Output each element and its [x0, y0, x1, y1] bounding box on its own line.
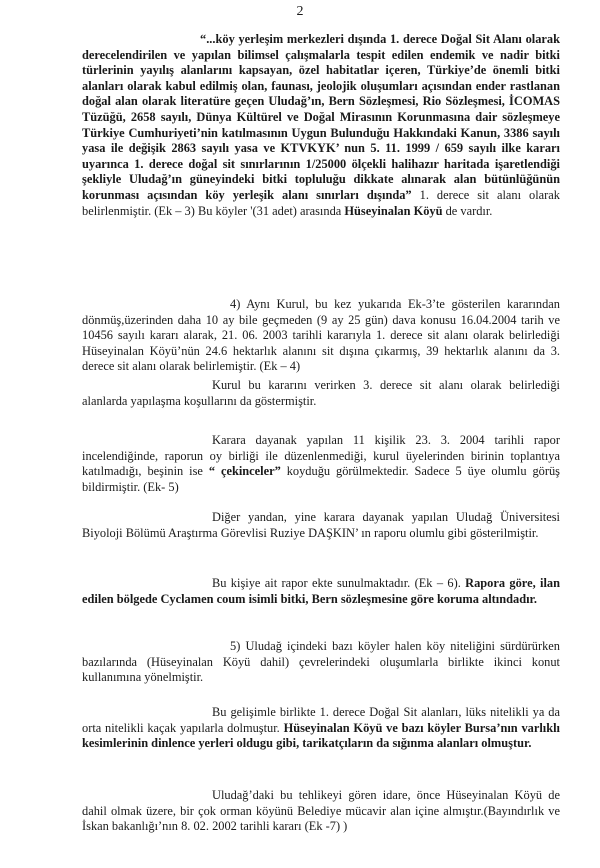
paragraph-universite: Diğer yandan, yine karara dayanak yapılan Uludağ Üniversitesi Biyoloji Bölümü Araştırma Görevlisi Ruziye DAŞKIN’ ın raporu olumlu gibi gösterilmiştir. — [82, 510, 560, 540]
gelisim-bold-text: Hüseyinalan Köyü ve bazı köyler Bursa’nın varlıklı kesimlerinin dinlence yerleri oldugu gibi, tarikatçıların da sığınma alanları olmuştur. — [82, 720, 560, 751]
gelisim-normal-text: Bu gelişimle birlikte 1. derece Doğal Sit alanları, lüks nitelikli ya da orta nitelikli kaçak yapılarla dolmuştur. — [82, 705, 560, 735]
ek6-normal-text: Bu kişiye ait rapor ekte sunulmaktadır. (Ek – 6). — [212, 576, 466, 590]
paragraph-rapor — [82, 433, 560, 495]
paragraph-kurul: Kurul bu kararını verirken 3. derece sit alanı olarak belirlediği alanlarda yapılaşma koşullarını da göstermiştir. — [82, 378, 560, 408]
quote-bold-village: Hüseyinalan Köyü — [344, 203, 443, 218]
paragraph-5: 5) Uludağ içindeki bazı köyler halen köy niteliğini sürdürürken bazılarında (Hüseyinalan Köyü dahil) çevrelerindeki oluşumlarla birlikte ikinci konut kullanımına yönelmiştir. — [82, 639, 560, 685]
quote-bold-text: “...köy yerleşim merkezleri dışında 1. derece Doğal Sit Alanı olarak derecelendirilen ve yapılan bilimsel çalışmalarla tespit edilen endemik ve nadir bitki türlerinin yayılış alanlarını kapsayan, özel habitatlar içeren, Türkiye’de önemli bitki alanları olarak kabul edilmiş olan, faunası, jeolojik oluşumları açısından ender rastlanan doğal alan olarak literatüre geçen Uludağ’ın, Bern Sözleşmesi, Rio Sözleşmesi, İCOMAS Tüzüğü, 2658 sayılı, Dünya Kültürel ve Doğal Mirasının Korunmasına dair sözleşmeye Türkiye Cumhuriyeti’nin katılmasının Uygun Bulunduğu Hakkındaki Kanun, 3386 sayılı yasa ile değişik 2863 sayılı yasa ve KTVKYK’ nun 5. 11. 1999 / 659 sayılı ilke kararı uyarınca 1. derece doğal sit sınırlarının 1/25000 ölçekli halihazır haritada işaretlendiği şekliyle Uludağ’ın güneyindeki bitki topluluğu dikkate alınarak alan bütünlüğünün korunması açısından köy yerleşik alanı sınırları dışında” — [82, 32, 560, 202]
rapor-text-before: Karara dayanak yapılan 11 kişilik 23. 3. 2004 tarihli rapor incelendiğinde, raporun oy birliği ile düzenlenmediği, kurul üyelerinden birinin toplantıya katılmadığı, beşinin ise — [82, 433, 560, 479]
paragraph-quote — [82, 32, 560, 219]
quote-tail-text: de vardır. — [442, 203, 493, 218]
rapor-text-after: koyduğu görülmektedir. Sadece 5 üye olumlu görüş bildirmiştir. (Ek- 5) — [82, 464, 560, 494]
paragraph-uludag-idare: Uludağ’daki bu tehlikeyi gören idare, önce Hüseyinalan Köyü de dahil olmak üzere, bir çok orman köyünü Belediye mücavir alan içine almıştır.(Bayındırlık ve İskan bakanlığı’nın 8. 02. 2002 tarihli kararı (Ek -7) ) — [82, 788, 560, 834]
quote-normal-text: 1. derece sit alanı olarak belirlenmiştir. (Ek – 3) Bu köyler '(31 adet) arasında — [82, 187, 560, 218]
paragraph-gelisim — [82, 705, 560, 752]
paragraph-4: 4) Aynı Kurul, bu kez yukarıda Ek-3’te gösterilen kararından dönmüş,üzerinden daha 10 ay bile geçmeden (9 ay 25 gün) dava konusu 16.04.2004 tarih ve 10456 sayılı kararı alarak, 21. 06. 2003 tarihli kararıyla 1. derece sit alanı olarak belirlediği Hüseyinalan Köyü’nün 24.6 hektarlık alanını sit dışına çıkarmış, 39 hektarlık alanını da 3. derece sit alanı olarak belirlemiştir. (Ek – 4) — [82, 297, 560, 374]
paragraph-ek6 — [82, 576, 560, 607]
ek6-bold-text: Rapora göre, ilan edilen bölgede Cyclamen coum isimli bitki, Bern sözleşmesine göre koruma altındadır. — [82, 576, 560, 606]
page-number: 2 — [296, 4, 304, 19]
rapor-bold-text: “ çekinceler” — [208, 464, 281, 479]
